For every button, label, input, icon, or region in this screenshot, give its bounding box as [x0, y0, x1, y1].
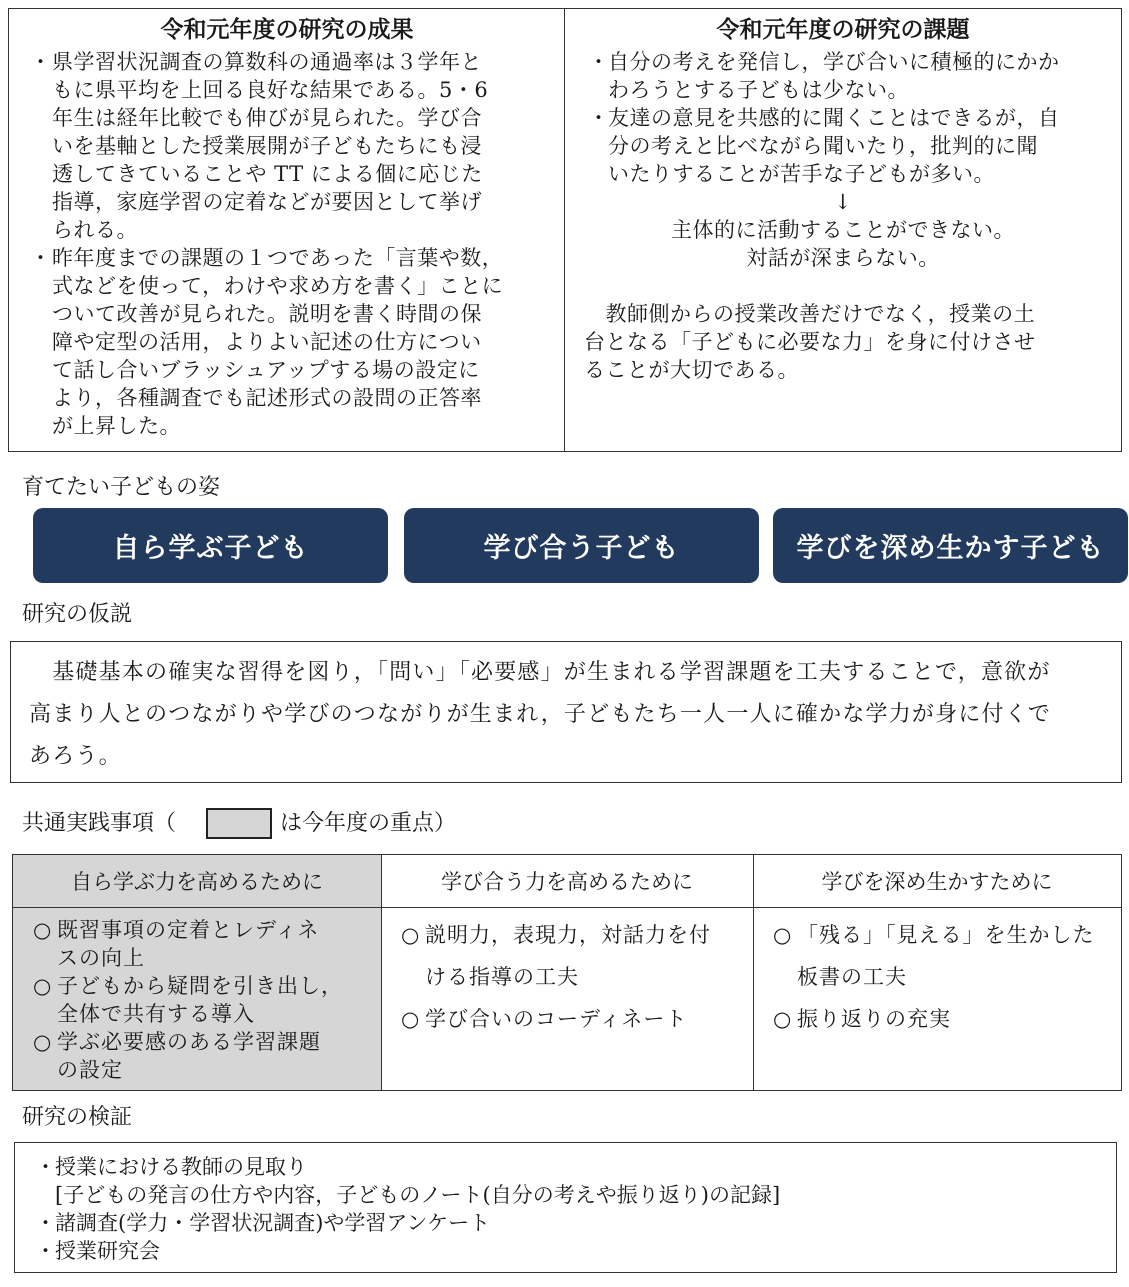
practice-table	[12, 854, 1122, 1091]
pill-deep-learning: 学びを深め生かす子ども	[773, 508, 1128, 583]
results-item-1	[10, 48, 564, 244]
circle-bullet-icon: ○	[33, 918, 53, 942]
text-line: ける指導の工夫	[425, 965, 579, 989]
bullet-mark: ・	[35, 1155, 56, 1179]
bullet-mark: ・	[588, 106, 610, 130]
text-line: 既習事項の定着とレディネ	[57, 918, 320, 942]
text-line: 授業における教師の見取り	[55, 1155, 307, 1179]
practice-label-before: 共通実践事項（	[22, 811, 177, 836]
text-line: 指導，家庭学習の定着などが要因として挙げ	[52, 190, 482, 214]
text-line: 学び合いのコーディネート	[425, 1007, 688, 1031]
text-line: 子どもから疑問を引き出し，	[57, 974, 343, 998]
practice-item	[753, 914, 1121, 998]
text-line: 教師側からの授業改善だけでなく，授業の土	[584, 302, 1036, 326]
issues-item-2	[566, 104, 1120, 188]
verification-box	[14, 1142, 1117, 1273]
practice-label-after: は今年度の重点）	[280, 811, 457, 836]
down-arrow-icon: ↓	[833, 190, 853, 214]
text-line: て話し合いブラッシュアップする場の設定に	[52, 358, 480, 382]
text-line: ることが大切である。	[584, 358, 799, 382]
priority-legend-swatch	[206, 808, 272, 839]
results-item-2	[10, 244, 564, 440]
text-line: あろう。	[29, 744, 122, 769]
practice-column-deep	[753, 855, 1121, 1090]
text-line: スの向上	[57, 946, 145, 970]
issue-consequence-2: 対話が深まらない。	[746, 246, 940, 270]
circle-bullet-icon: ○	[773, 923, 793, 947]
table-divider	[564, 8, 565, 452]
bullet-mark: ・	[30, 50, 52, 74]
circle-bullet-icon: ○	[773, 1007, 793, 1031]
hypothesis-box	[10, 641, 1122, 783]
practice-item	[381, 998, 753, 1040]
text-line: が上昇した。	[52, 414, 181, 438]
text-line: 県学習状況調査の算数科の通過率は３学年と	[52, 50, 482, 74]
practice-column-self	[13, 855, 382, 1090]
text-line: 諸調査(学力・学習状況調査)や学習アンケート	[55, 1211, 491, 1235]
practice-item	[753, 998, 1121, 1040]
text-line: 高まり人とのつながりや学びのつながりが生まれ，子どもたち一人一人に確かな学力が身に付くで	[29, 702, 1052, 727]
results-title: 令和元年度の研究の成果	[160, 17, 414, 43]
bullet-mark: ・	[588, 50, 610, 74]
bullet-mark: ・	[30, 246, 52, 270]
bullet-mark: ・	[35, 1239, 56, 1263]
text-line: 年生は経年比較でも伸びが見られた。学び合	[52, 106, 482, 130]
results-column	[10, 16, 564, 440]
text-line: の設定	[57, 1058, 123, 1082]
column-heading: 学び合う力を高めるために	[381, 855, 753, 908]
text-line: 友達の意見を共感的に聞くことはできるが，自	[608, 106, 1060, 130]
practice-item	[381, 914, 753, 998]
verification-item	[15, 1209, 1116, 1237]
bullet-mark: ・	[35, 1211, 56, 1235]
text-line: 全体で共有する導入	[57, 1002, 255, 1026]
ideal-child-label: 育てたい子どもの姿	[22, 475, 221, 500]
issue-consequence-1: 主体的に活動することができない。	[671, 218, 1015, 242]
text-line: 分の考えと比べながら聞いたり，批判的に聞	[608, 134, 1038, 158]
issues-title: 令和元年度の研究の課題	[716, 17, 970, 43]
practice-item	[13, 916, 381, 972]
text-line: 昨年度までの課題の１つであった「言葉や数，	[52, 246, 504, 270]
text-line: より，各種調査でも記述形式の設問の正答率	[52, 386, 482, 410]
circle-bullet-icon: ○	[401, 1007, 421, 1031]
issues-column	[566, 16, 1120, 384]
verification-item	[15, 1237, 1116, 1265]
issues-item-1	[566, 48, 1120, 104]
practice-item	[13, 1028, 381, 1084]
practice-item	[13, 972, 381, 1028]
issues-conclusion	[566, 300, 1120, 384]
text-line: 障や定型の活用，よりよい記述の仕方につい	[52, 330, 482, 354]
text-line: 透してきていることや TT による個に応じた	[52, 162, 483, 186]
text-line: いたりすることが苦手な子どもが多い。	[608, 162, 995, 186]
column-heading: 学びを深め生かすために	[753, 855, 1121, 908]
text-line: もに県平均を上回る良好な結果である。5・6	[52, 78, 489, 102]
practice-column-mutual	[381, 855, 754, 1090]
column-heading: 自ら学ぶ力を高めるために	[13, 855, 381, 908]
circle-bullet-icon: ○	[33, 1030, 53, 1054]
text-line: 自分の考えを発信し，学び合いに積極的にかか	[608, 50, 1060, 74]
text-line: られる。	[52, 218, 138, 242]
text-line: 台となる「子どもに必要な力」を身に付けさせ	[584, 330, 1036, 354]
text-line: 学ぶ必要感のある学習課題	[57, 1030, 321, 1054]
text-line: いを基軸とした授業展開が子どもたちにも浸	[52, 134, 482, 158]
circle-bullet-icon: ○	[401, 923, 421, 947]
text-line: 板書の工夫	[797, 965, 907, 989]
text-line: 説明力，表現力，対話力を付	[425, 923, 711, 947]
text-line: 基礎基本の確実な習得を図り，「問い」「必要感」が生まれる学習課題を工夫することで，意欲が	[29, 660, 1051, 685]
text-line: ついて改善が見られた。説明を書く時間の保	[52, 302, 482, 326]
text-line: わろうとする子どもは少ない。	[608, 78, 909, 102]
text-line: 「残る」「見える」を生かした	[797, 923, 1095, 947]
text-line: 式などを使って，わけや求め方を書く」ことに	[52, 274, 504, 298]
verification-label: 研究の検証	[22, 1105, 133, 1130]
pill-self-learning: 自ら学ぶ子ども	[33, 508, 388, 583]
verification-item	[15, 1153, 1116, 1209]
text-line: 授業研究会	[55, 1239, 160, 1263]
circle-bullet-icon: ○	[33, 974, 53, 998]
pill-mutual-learning: 学び合う子ども	[404, 508, 759, 583]
hypothesis-label: 研究の仮説	[22, 602, 133, 627]
text-line: 振り返りの充実	[797, 1007, 951, 1031]
text-line: [子どもの発言の仕方や内容，子どものノート(自分の考えや振り返り)の記録]	[55, 1183, 781, 1207]
